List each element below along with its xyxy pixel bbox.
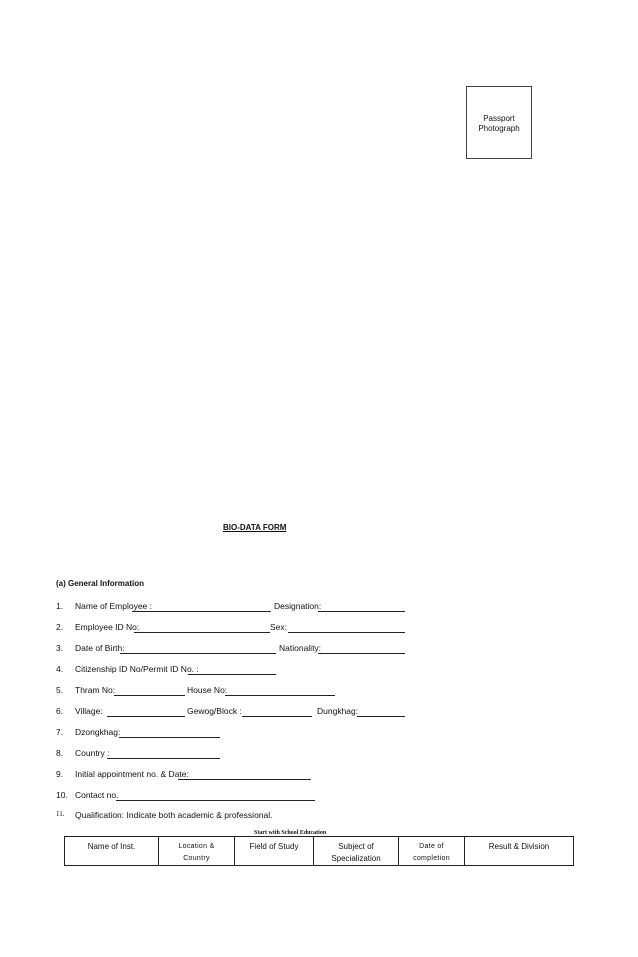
sex-label: Sex: [270,622,288,632]
item-number: 8. [56,748,64,758]
item-dob [56,643,416,655]
passport-photo-box[interactable] [466,86,532,159]
item-number: 2. [56,622,64,632]
item-number: 10. [56,790,68,800]
item-number: 9. [56,769,64,779]
item-number: 5. [56,685,64,695]
header-line: Result & Division [488,842,550,851]
col-header-result [465,837,574,866]
citizenship-field[interactable] [188,674,276,675]
item-appointment [56,769,416,781]
item-country [56,748,416,760]
item-employee-id [56,622,416,634]
item-citizenship [56,664,416,676]
dob-label: Date of Birth: [75,643,125,653]
dob-field[interactable] [120,653,276,654]
gewog-label: Gewog/Block : [187,706,242,716]
table-caption: Start with School Education [254,830,327,836]
col-header-institution [65,837,159,866]
dzongkhag-field[interactable] [119,737,220,738]
qualification-table [64,836,574,866]
header-line: Specialization [331,854,381,863]
employee-name-label: Name of Employee : [75,601,153,611]
village-label: Village: [75,706,103,716]
citizenship-label: Citizenship ID No/Permit ID No. : [75,664,199,674]
dungkhag-field[interactable] [357,716,405,717]
header-line: Country [183,855,210,862]
item-number: 7. [56,727,64,737]
employee-id-label: Employee ID No: [75,622,140,632]
item-number: 3. [56,643,64,653]
header-line: Field of Study [249,842,299,851]
employee-id-field[interactable] [134,632,270,633]
item-contact [56,790,416,802]
nationality-field[interactable] [318,653,405,654]
photo-label-line2: Photograph [478,124,520,133]
header-line: Subject of [338,842,374,851]
dzongkhag-label: Dzongkhag: [75,727,121,737]
item-thram [56,685,416,697]
header-line: Date of [419,843,444,850]
item-village [56,706,416,718]
thram-label: Thram No: [75,685,116,695]
contact-field[interactable] [116,800,315,801]
country-label: Country : [75,748,110,758]
dungkhag-label: Dungkhag: [317,706,359,716]
gewog-field[interactable] [242,716,312,717]
employee-name-field[interactable] [132,611,271,612]
designation-field[interactable] [318,611,405,612]
header-line: Location & [178,843,215,850]
house-field[interactable] [225,695,335,696]
house-label: House No: [187,685,228,695]
col-header-field [235,837,314,866]
item-number: 1. [56,601,64,611]
header-line: Name of Inst. [87,842,136,851]
sex-field[interactable] [288,632,405,633]
item-number: 4. [56,664,64,674]
designation-label: Designation: [274,601,322,611]
header-line: completion [413,855,450,862]
col-header-subject [314,837,399,866]
col-header-date [399,837,465,866]
item-qualification [56,810,416,822]
nationality-label: Nationality: [279,643,322,653]
section-heading: (a) General Information [56,579,145,588]
contact-label: Contact no. [75,790,119,800]
table-header-row [65,837,574,866]
thram-field[interactable] [114,695,185,696]
appointment-field[interactable] [178,779,311,780]
form-title: BIO-DATA FORM [223,523,287,532]
qualification-label: Qualification: Indicate both academic & professional. [75,810,273,820]
appointment-label: Initial appointment no. & Date: [75,769,189,779]
photo-label-line1: Passport [483,114,515,123]
country-field[interactable] [107,758,220,759]
village-field[interactable] [107,716,185,717]
item-dzongkhag [56,727,416,739]
item-employee-name [56,601,416,613]
item-number: 6. [56,706,64,716]
col-header-location [159,837,235,866]
item-number: 11. [56,810,65,818]
